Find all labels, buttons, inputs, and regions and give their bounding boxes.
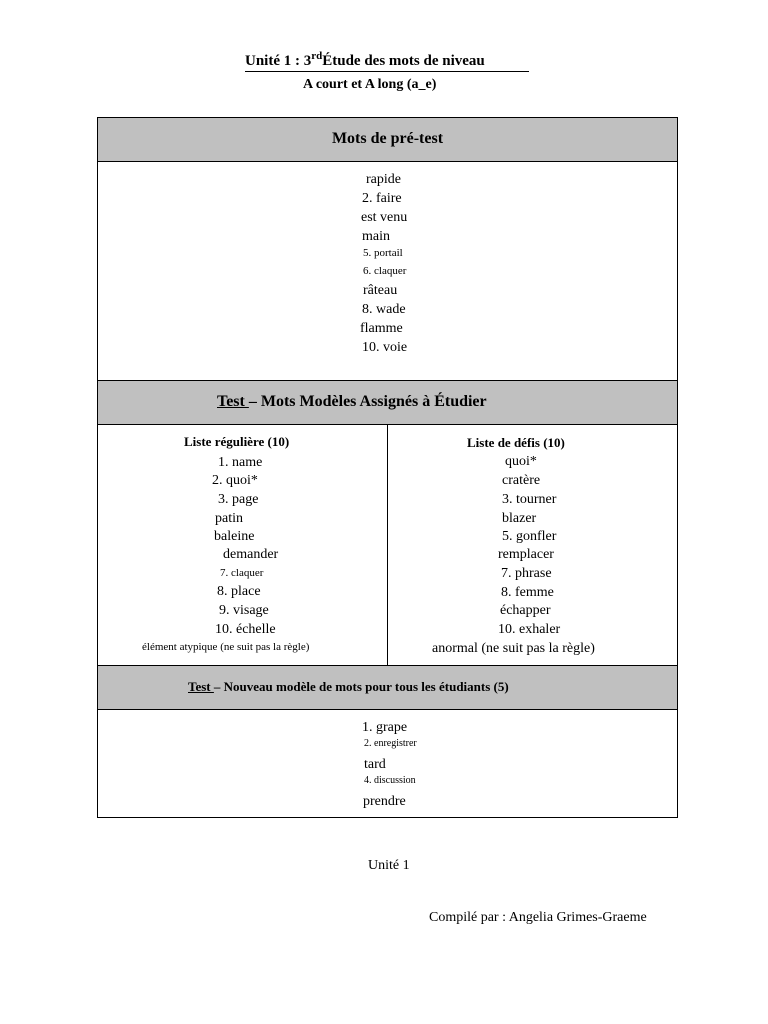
header-dash: – <box>213 679 221 694</box>
regular-word: 2. quoi* <box>212 473 258 488</box>
new-words-test-header <box>98 666 677 710</box>
new-word: 2. enregistrer <box>364 738 417 749</box>
header-test-label: Test <box>217 393 249 410</box>
challenge-word: 8. femme <box>501 585 554 600</box>
title-superscript: rd <box>311 50 323 62</box>
pretest-word: est venu <box>361 210 408 225</box>
regular-list-title: Liste régulière (10) <box>184 434 290 449</box>
pretest-word: râteau <box>363 283 398 298</box>
assigned-test-section <box>97 380 678 666</box>
footer-compiled-by: Compilé par : Angelia Grimes-Graeme <box>429 910 647 925</box>
column-divider <box>387 425 388 665</box>
regular-word: 1. name <box>218 455 263 470</box>
challenge-word: échapper <box>500 603 551 618</box>
new-word: 4. discussion <box>364 775 416 786</box>
header-text: Nouveau modèle de mots pour tous les étudiants (5) <box>220 679 509 694</box>
new-word: prendre <box>363 794 406 809</box>
challenge-word: 7. phrase <box>501 566 552 581</box>
document-title <box>245 50 529 72</box>
pretest-word: 5. portail <box>363 247 403 259</box>
regular-word: 3. page <box>218 492 259 507</box>
regular-word: élément atypique (ne suit pas la règle) <box>142 641 310 653</box>
pretest-word: flamme <box>360 321 403 336</box>
regular-word: 7. claquer <box>220 567 264 579</box>
regular-word: patin <box>215 511 243 526</box>
pretest-word: 8. wade <box>362 302 406 317</box>
challenge-word: cratère <box>502 473 541 488</box>
title-unit: Unité 1 : 3 <box>245 53 312 69</box>
footer-unit-label: Unité 1 <box>368 858 410 873</box>
challenge-word: blazer <box>502 511 537 526</box>
pretest-word: 10. voie <box>362 340 408 355</box>
challenge-word: anormal (ne suit pas la règle) <box>432 641 595 656</box>
regular-word: 9. visage <box>219 603 269 618</box>
challenge-list-title: Liste de défis (10) <box>467 435 565 450</box>
challenge-word: 3. tourner <box>502 492 557 507</box>
document-subtitle: A court et A long (a_e) <box>303 77 437 92</box>
header-dash: – <box>248 393 257 410</box>
pretest-word: rapide <box>366 172 401 187</box>
regular-word: baleine <box>214 529 255 544</box>
challenge-word: remplacer <box>498 547 554 562</box>
regular-word: 10. échelle <box>215 622 276 637</box>
new-words-test-section <box>97 665 678 818</box>
challenge-word: 10. exhaler <box>498 622 561 637</box>
new-word: tard <box>364 757 386 772</box>
pretest-word: 6. claquer <box>363 265 407 277</box>
header-text: Mots Modèles Assignés à Étudier <box>256 393 487 410</box>
regular-word: demander <box>223 547 279 562</box>
challenge-word: 5. gonfler <box>502 529 557 544</box>
challenge-word: quoi* <box>505 454 537 469</box>
pretest-section <box>97 117 678 381</box>
pretest-header: Mots de pré-test <box>98 118 677 162</box>
new-word: 1. grape <box>362 720 408 735</box>
regular-word: 8. place <box>217 584 261 599</box>
assigned-test-header <box>98 381 677 425</box>
header-test-label: Test <box>188 679 214 694</box>
pretest-word: 2. faire <box>362 191 402 206</box>
title-rest: Étude des mots de niveau <box>322 53 485 69</box>
pretest-word: main <box>362 229 390 244</box>
